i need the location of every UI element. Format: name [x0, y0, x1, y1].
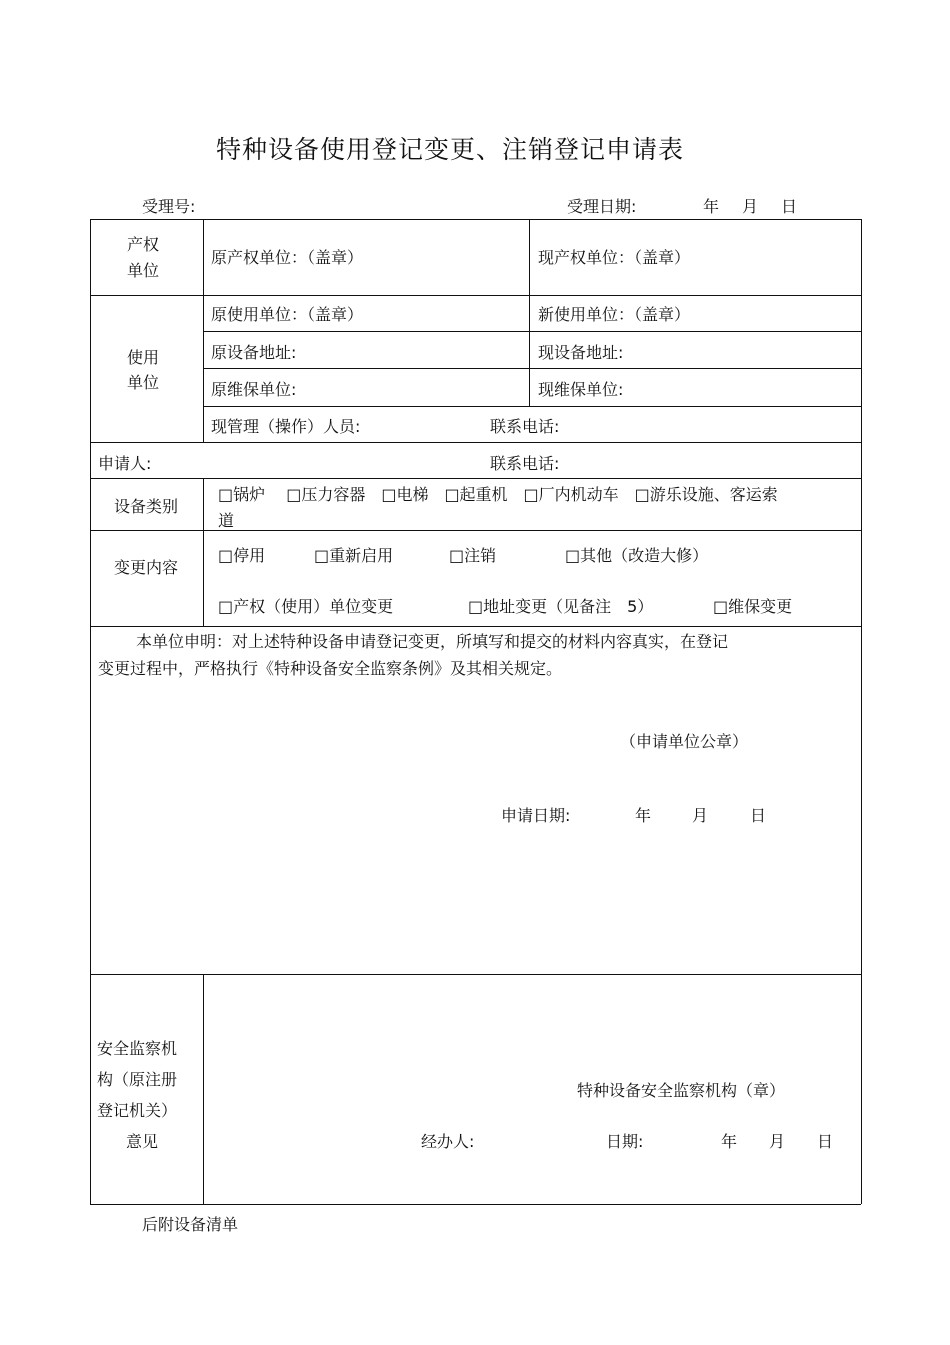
- table-left-border: [90, 219, 91, 1204]
- supervision-date-label: 日期:: [606, 1132, 644, 1151]
- supervision-label-line2: 构（原注册: [97, 1070, 178, 1089]
- row-divider: [203, 368, 861, 369]
- user-unit-label-line1: 使用: [126, 348, 160, 367]
- current-address-field: 现设备地址:: [538, 343, 624, 362]
- handler-label: 经办人:: [421, 1132, 475, 1151]
- option-maintenance-change: □维保变更: [713, 597, 793, 616]
- user-column-divider: [529, 295, 530, 406]
- new-user-field: 新使用单位：（盖章）: [538, 305, 691, 324]
- original-owner-field: 原产权单位：（盖章）: [211, 248, 364, 267]
- supervision-month: 月: [769, 1132, 786, 1151]
- original-user-field: 原使用单位：（盖章）: [211, 305, 364, 324]
- footer-note: 后附设备清单: [142, 1215, 239, 1234]
- application-year: 年: [635, 806, 652, 825]
- acceptance-no-label: 受理号:: [142, 197, 196, 216]
- supervision-year: 年: [721, 1132, 738, 1151]
- equipment-category-label: 设备类别: [113, 497, 179, 516]
- declaration-line2: 变更过程中，严格执行《特种设备安全监察条例》及其相关规定。: [98, 659, 563, 678]
- row-divider: [203, 406, 861, 407]
- supervision-label-line1: 安全监察机: [97, 1039, 178, 1058]
- supervision-label-line3: 登记机关）: [97, 1101, 178, 1120]
- applicant-seal: （申请单位公章）: [620, 732, 749, 751]
- row-divider: [90, 626, 861, 627]
- row-divider: [90, 442, 861, 443]
- supervision-day: 日: [817, 1132, 834, 1151]
- row-divider: [90, 974, 861, 975]
- option-other: □其他（改造大修）: [565, 546, 709, 565]
- equipment-category-options: □锅炉 □压力容器 □电梯 □起重机 □厂内机动车 □游乐设施、客运索: [218, 485, 778, 504]
- current-maintenance-field: 现维保单位:: [538, 380, 624, 399]
- application-month: 月: [692, 806, 709, 825]
- supervision-seal: 特种设备安全监察机构（章）: [577, 1081, 786, 1100]
- manager-field: 现管理（操作）人员:: [211, 417, 361, 436]
- table-top-border: [90, 219, 861, 220]
- option-address-change: □地址变更（见备注 5）: [468, 597, 654, 616]
- row-divider: [90, 530, 861, 531]
- declaration-line1: 本单位申明：对上述特种设备申请登记变更，所填写和提交的材料内容真实，在登记: [136, 632, 729, 651]
- user-unit-label-line2: 单位: [126, 373, 160, 392]
- application-day: 日: [750, 806, 767, 825]
- option-unit-change: □产权（使用）单位变更: [218, 597, 394, 616]
- ownership-label-line1: 产权: [126, 235, 160, 254]
- label-column-divider: [203, 478, 204, 626]
- acceptance-date-label: 受理日期:: [567, 197, 637, 216]
- option-restart: □重新启用: [314, 546, 394, 565]
- original-maintenance-field: 原维保单位:: [211, 380, 297, 399]
- application-date-label: 申请日期:: [501, 806, 571, 825]
- table-bottom-border: [90, 1204, 861, 1205]
- applicant-phone-field: 联系电话:: [490, 454, 560, 473]
- current-owner-field: 现产权单位：（盖章）: [538, 248, 691, 267]
- original-address-field: 原设备地址:: [211, 343, 297, 362]
- option-stop: □停用: [218, 546, 266, 565]
- manager-phone-field: 联系电话:: [490, 417, 560, 436]
- acceptance-month: 月: [742, 197, 759, 216]
- acceptance-day: 日: [781, 197, 798, 216]
- ownership-column-divider: [529, 219, 530, 295]
- change-content-label: 变更内容: [113, 558, 179, 577]
- label-column-divider: [203, 974, 204, 1204]
- equipment-category-options-wrap: 道: [218, 511, 235, 530]
- row-divider: [90, 478, 861, 479]
- label-column-divider: [203, 219, 204, 442]
- applicant-field: 申请人:: [98, 454, 152, 473]
- row-divider: [90, 295, 861, 296]
- supervision-label-line4: 意见: [126, 1132, 159, 1151]
- option-cancel: □注销: [449, 546, 497, 565]
- ownership-label-line2: 单位: [126, 261, 160, 280]
- acceptance-year: 年: [703, 197, 720, 216]
- page-title: 特种设备使用登记变更、注销登记申请表: [216, 135, 685, 164]
- row-divider: [203, 331, 861, 332]
- table-right-border: [861, 219, 862, 1204]
